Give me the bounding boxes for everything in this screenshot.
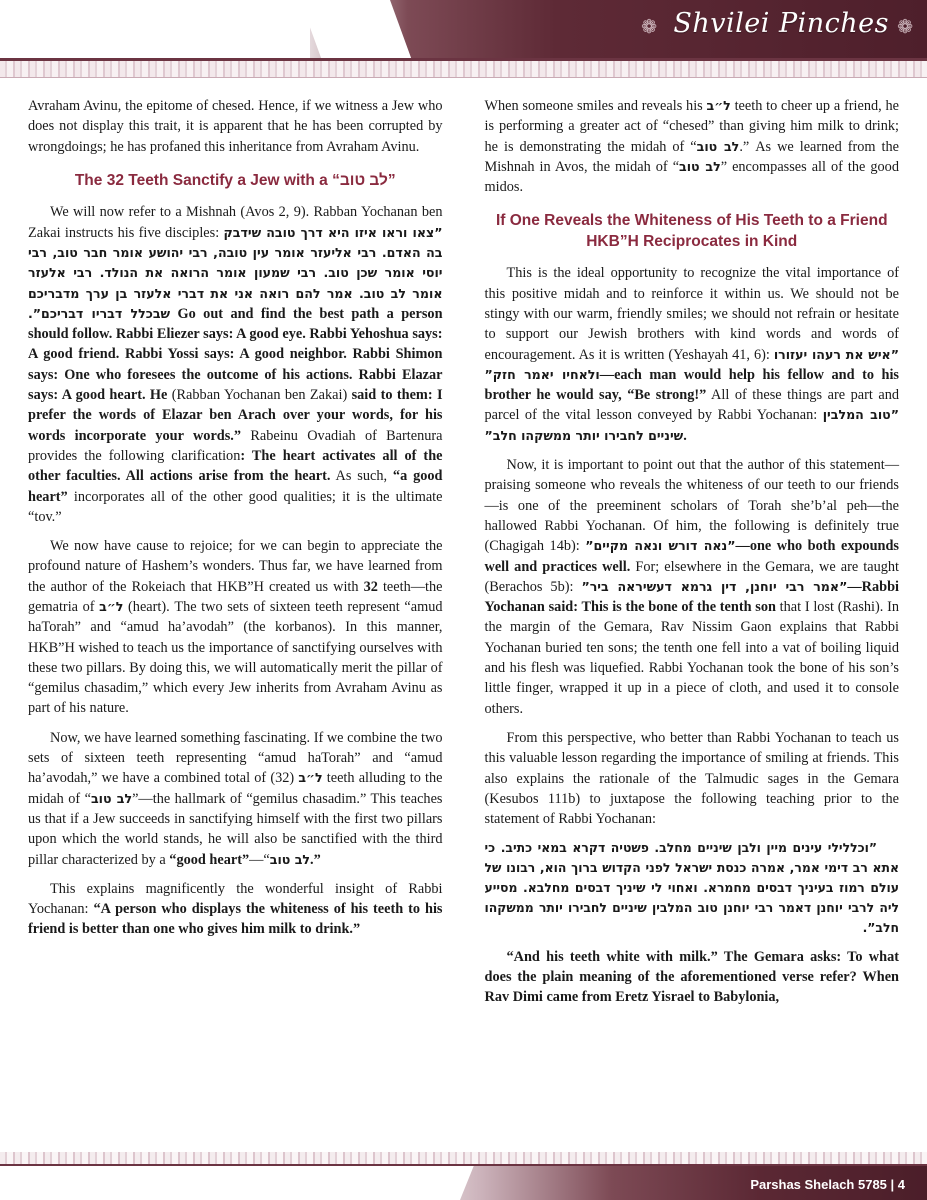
header-white-block bbox=[0, 0, 310, 58]
page-footer bbox=[0, 1148, 927, 1200]
text-run-bold: “A person who displays the whiteness of his teeth to his friend is better than one who gives him milk to drink.” bbox=[28, 901, 443, 938]
hebrew-quote: ”נאה דורש ונאה מקיים” bbox=[585, 538, 736, 554]
text-run: As such, bbox=[335, 468, 393, 485]
text-run: All of these things are part and parcel of the vital lesson conveyed by Rabbi Yochanan: bbox=[484, 387, 900, 424]
text-run: —“ bbox=[249, 851, 270, 868]
text-run: ”—the hallmark of “gemilus chasadim.” This teaches us that if a Jew succeeds in sanctifying himself with the first two pillars upon which the world stands, he will also be sanctified with the third pillar characterized by a bbox=[28, 790, 443, 868]
hebrew-term: ל״ב bbox=[706, 98, 731, 113]
header-pattern-underline bbox=[0, 77, 927, 78]
paragraph bbox=[485, 455, 900, 719]
hebrew-term: לב טוב bbox=[90, 790, 133, 806]
section-heading-whiteness-teeth: If One Reveals the Whiteness of His Teeth to a Friend HKB”H Reciprocates in Kind bbox=[495, 212, 888, 250]
text-run: that I lost (Rashi) bbox=[775, 599, 880, 616]
text-run: When someone smiles and reveals his bbox=[484, 98, 707, 114]
publication-title: Shvilei Pinches bbox=[673, 8, 889, 39]
paragraph: From this perspective, who better than Rabbi Yochanan to teach us this valuable lesson regarding the importance of smiling at friends. This also explains the rationale of the Talmudic sages in the Gemara (Kesubos 111b) to juxtapose the following teaching prior to the statement of Rabbi Yochanan: bbox=[484, 729, 899, 828]
text-run: (Rabban Yochanan ben Zakai) bbox=[171, 387, 348, 404]
paragraph bbox=[28, 202, 443, 527]
article-body bbox=[28, 96, 899, 1136]
column-left bbox=[28, 96, 443, 1136]
flower-ornament-icon: ❁ bbox=[897, 17, 913, 38]
footer-diagonal-accent bbox=[340, 1166, 474, 1200]
text-run-bold: man would help his fellow and to his brother he would say, “Be strong!” bbox=[484, 366, 899, 404]
column-right bbox=[485, 96, 900, 1136]
text-run-bold: said to them: I prefer the words of Elazar ben Arach over your words, for his words incorporate your words.” bbox=[28, 387, 443, 444]
text-run-bold: Go out and find the best path a person should follow. Rabbi Eliezer says: A good eye. Rabbi Yehoshua says: A good friend. Rabbi Yossi says: A good neighbor. Rabbi Shimon says: One who foresees the outcome of his actions. Rabbi Elazar says: A good heart. He bbox=[28, 305, 443, 404]
section-heading-32-teeth: The 32 Teeth Sanctify a Jew with a “לב טוב” bbox=[74, 171, 396, 189]
text-run-bold: —each bbox=[599, 366, 650, 383]
hebrew-quote: ”איש את רעהו יעזורו ולאחיו יאמר חזק” bbox=[484, 346, 899, 382]
paragraph bbox=[28, 536, 443, 719]
hebrew-term: לב טוב bbox=[679, 158, 721, 174]
hebrew-term: לב טוב bbox=[696, 138, 740, 154]
text-run: . In the margin of the Gemara, Rav Nissim Gaon explains that Rabbi Yochanan buried ten sons; the tenth one fell into a vat of boiling liquid and his flesh was liquefied. Rabbi Yochanan took the bone of his son’s little finger, wrapped it up in a piece of cloth, and used it to console others. bbox=[484, 599, 900, 717]
hebrew-gemara-passage: ”וכללילי עינים מיין ולבן שיניים מחלב. פשטיה דקרא במאי כתיב. כי אתא רב דימי אמר, אמרה כנסת ישראל לפני הקדוש ברוך הוא, רבונו של עולם רמוז בעיניך דבסים מחמרא. ואחוי לי שיניך דבסים מחלבא. מסייע ליה לרבי יוחנן דאמר רבי יוחנן טוב המלבין שיניים לחבירו יותר ממשקהו חלב”. bbox=[484, 840, 899, 935]
paragraph: Avraham Avinu, the epitome of chesed. Hence, if we witness a Jew who does not display this trait, it is apparent that he has been corrupted by wrongdoings; he has profaned this inheritance from Avraham Avinu. bbox=[28, 98, 443, 155]
text-run: Rabeinu Ovadiah of Bartenura provides the following clarification bbox=[28, 427, 443, 464]
hebrew-term: ל״ב bbox=[99, 598, 124, 614]
footer-parsha-and-page: Parshas Shelach 5785 | 4 bbox=[750, 1177, 905, 1192]
text-run: ” encompasses all of the good midos. bbox=[484, 158, 899, 196]
hebrew-term: לב טוב bbox=[269, 851, 311, 867]
text-run-bold: “good heart” bbox=[169, 851, 250, 868]
text-run-bold: : The heart activates all of the other faculties. All actions arise from the heart. bbox=[28, 447, 443, 485]
text-run-bold: —Rabbi Yochanan said: This is the bone of the tenth son bbox=[484, 578, 900, 616]
paragraph-bold: “And his teeth white with milk.” The Gemara asks: To what does the plain meaning of the aforementioned verse refer? When Rav Dimi came from Eretz Yisrael to Babylonia, bbox=[484, 948, 899, 1006]
text-run: We now have cause to rejoice; for we can begin to appreciate the profound nature of Hashem’s wonders. Thus far, we have learned from the author of the Rokeiach that HKB”H created us with bbox=[28, 538, 443, 595]
hebrew-term: ל״ב bbox=[298, 770, 323, 786]
text-run-bold: .” bbox=[310, 851, 321, 868]
flower-ornament-icon: ❁ bbox=[641, 17, 657, 38]
text-run: Now, we have learned something fascinating. If we combine the two sets of sixteen teeth representing “amud haTorah” and “amud ha’avodah,” we have a combined total of bbox=[28, 729, 443, 787]
footer-decorative-pattern bbox=[0, 1152, 927, 1164]
hebrew-quote: ”אמר רבי יוחנן, דין גרמא דעשיראה ביר” bbox=[581, 578, 848, 594]
paragraph bbox=[485, 96, 900, 197]
paragraph bbox=[28, 879, 443, 940]
text-run: We will now refer to a Mishnah (Avos 2, 9). Rabban Yochanan ben Zakai instructs his five disciples: bbox=[28, 204, 443, 241]
hebrew-quote: ”טוב המלבין שיניים לחבירו יותר ממשקהו חלב” bbox=[484, 407, 899, 443]
paragraph bbox=[28, 728, 443, 870]
text-run-bold: 32 bbox=[363, 578, 378, 595]
text-run: For; elsewhere in the Gemara, we are taught (Berachos 5b): bbox=[484, 558, 900, 595]
text-run-bold: —one who both expounds well and practices well. bbox=[484, 538, 899, 575]
text-run: (heart). The two sets of sixteen teeth represent “amud haTorah” and “amud ha’avodah” (the korbanos). In this manner, HKB”H wished to teach us the importance of sanctifying ourselves with these two pillars. By doing this, we will automatically merit the pillar of “gemilus chasadim,” which every Jew inherits from Avraham Avinu as part of his nature. bbox=[28, 598, 443, 717]
text-run: Now, it is important to point out that the author of this statement—praising someone who reveals the whiteness of our teeth to our friends—is one of the preeminent scholars of Torah she’b’al peh—the hallowed Rabbi Yochanan. Of him, the following is definitely true (Chagigah 14b): bbox=[484, 457, 899, 555]
header-decorative-pattern bbox=[0, 61, 927, 77]
text-run: teeth—the gematria of bbox=[28, 578, 443, 615]
text-run: This is the ideal opportunity to recognize the vital importance of this positive midah and to reinforce it within us. We should not be stingy with our warm, friendly smiles; we should not refrain or hesitate to support our Jewish brothers with kind words and words of encouragement. As it is written (Yeshayah 41, 6): bbox=[484, 265, 899, 363]
text-run: .” As we learned from the Mishnah in Avos, the midah of “ bbox=[484, 138, 899, 175]
hebrew-quote: ”צאו וראו איזו היא דרך טובה שידבק בה האדם. רבי אליעזר אומר עין טובה, רבי יהושע אומר חבר טוב, רבי יוסי אומר שכן טוב. רבי שמעון אומר הרואה את הנולד. רבי אלעזר אומר לב טוב. אמר להם רואה אני את דברי אלעזר בן ערך מדבריכם שבכלל דבריו דבריכם”. bbox=[28, 224, 443, 321]
paragraph bbox=[485, 263, 900, 446]
text-run: (32) teeth alluding to the midah of “ bbox=[28, 770, 443, 807]
text-run-bold: . bbox=[683, 427, 687, 444]
text-run: teeth to cheer up a friend, he is performing a greater act of “chesed” than giving him milk to drink; he is demonstrating the midah of “ bbox=[484, 98, 899, 155]
text-run-bold: “a good heart” bbox=[28, 468, 443, 505]
page-header bbox=[0, 0, 927, 62]
text-run: This explains magnificently the wonderful insight of Rabbi Yochanan: bbox=[28, 880, 443, 918]
text-run: incorporates all of the other good qualities; it is the ultimate “tov.” bbox=[28, 488, 443, 525]
